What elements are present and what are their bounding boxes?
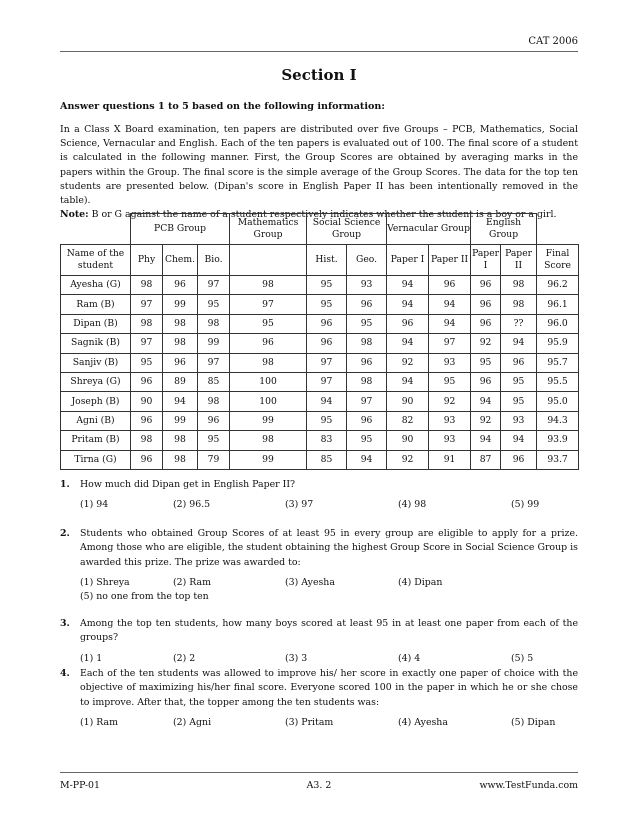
col-header (230, 245, 307, 276)
option: (2) Ram (173, 577, 212, 589)
option: (4) Dipan (398, 577, 443, 589)
student-name-cell: Ayesha (G) (61, 276, 131, 295)
intro-heading: Answer questions 1 to 5 based on the following information: (60, 101, 385, 112)
table-row (61, 334, 579, 353)
score-cell: 98 (230, 353, 307, 372)
score-cell: 96 (131, 450, 163, 469)
student-name-cell: Ram (B) (61, 295, 131, 314)
score-cell: 97 (230, 295, 307, 314)
score-cell: 94 (501, 334, 537, 353)
score-cell: 93.7 (537, 450, 579, 469)
score-cell: 97 (198, 276, 230, 295)
options (80, 576, 578, 590)
score-cell: 93 (429, 411, 471, 430)
score-cell: 93 (501, 411, 537, 430)
score-cell: 95 (307, 276, 347, 295)
question-1 (60, 478, 578, 512)
blank-corner-right (537, 214, 579, 245)
score-cell: 85 (198, 372, 230, 391)
blank-corner (61, 214, 131, 245)
group-vernacular: Vernacular Group (387, 214, 471, 245)
table-row (61, 411, 579, 430)
paragraph-text: In a Class X Board examination, ten papers are distributed over five Groups – PCB, Mathematics, Social Science, Vernacular and English. Each of the ten papers is evaluated out of 100. The final score of a student is calculated in the following manner. First, the Group Scores are obtained by averaging marks in the papers within the Group. The final score is the simple average of the Group Scores. The data for the top ten students are presented below. (Dipan's score in English Paper II has been intentionally removed in the table). (60, 124, 578, 207)
score-cell: 90 (387, 392, 429, 411)
table-row (61, 431, 579, 450)
score-cell: 96 (471, 314, 501, 333)
section-title: Section I (281, 66, 357, 84)
score-cell: 95.9 (537, 334, 579, 353)
option: (2) Agni (173, 717, 212, 729)
question-text: Among the top ten students, how many boys scored at least 95 in at least one paper from each of the groups? (80, 618, 578, 644)
score-cell: 96.1 (537, 295, 579, 314)
score-cell: 99 (230, 411, 307, 430)
option: (5) 5 (511, 652, 534, 664)
score-cell: 89 (163, 372, 198, 391)
col-header: Paper II (429, 245, 471, 276)
question-4 (60, 667, 578, 730)
score-cell: 93 (347, 276, 387, 295)
table-row (61, 314, 579, 333)
score-cell: 95.7 (537, 353, 579, 372)
score-cell: 96 (307, 314, 347, 333)
note-label: Note: (60, 209, 89, 221)
score-cell: 97 (307, 372, 347, 391)
score-cell: 96 (501, 353, 537, 372)
exam-header: CAT 2006 (528, 36, 578, 47)
col-header: Geo. (347, 245, 387, 276)
header-rule (60, 51, 578, 52)
score-cell: 98 (501, 295, 537, 314)
score-cell: 90 (387, 431, 429, 450)
score-cell: 97 (429, 334, 471, 353)
table-row (61, 353, 579, 372)
option: (1) Ram (80, 717, 119, 729)
score-cell: 99 (230, 450, 307, 469)
score-cell: 95 (307, 295, 347, 314)
score-cell: 98 (347, 334, 387, 353)
score-cell: 83 (307, 431, 347, 450)
score-cell: 97 (131, 334, 163, 353)
score-cell: 98 (131, 314, 163, 333)
score-cell: 96.2 (537, 276, 579, 295)
group-english: English Group (471, 214, 537, 245)
student-name-cell: Agni (B) (61, 411, 131, 430)
score-cell: 94 (387, 372, 429, 391)
score-cell: 96 (131, 372, 163, 391)
score-cell: 92 (387, 450, 429, 469)
instructions-paragraph (60, 123, 578, 222)
score-cell: 96 (163, 276, 198, 295)
option: (1) 94 (80, 499, 109, 511)
col-header: Paper I (387, 245, 429, 276)
score-cell: 99 (163, 295, 198, 314)
score-cell: 94 (387, 295, 429, 314)
student-name-cell: Tirna (G) (61, 450, 131, 469)
group-pcb: PCB Group (131, 214, 230, 245)
score-cell: 98 (163, 450, 198, 469)
student-name-cell: Dipan (B) (61, 314, 131, 333)
score-cell: 96 (163, 353, 198, 372)
footer-site: www.TestFunda.com (479, 780, 578, 791)
score-cell: 95.0 (537, 392, 579, 411)
question-number: 1. (60, 479, 70, 490)
score-cell: 92 (387, 353, 429, 372)
score-cell: 95 (471, 353, 501, 372)
score-cell: 79 (198, 450, 230, 469)
score-cell: 100 (230, 372, 307, 391)
score-cell: 95 (131, 353, 163, 372)
table-body (61, 276, 579, 470)
note-text: B or G against the name of a student respectively indicates whether the student is a boy or a girl. (88, 209, 557, 221)
student-name-cell: Shreya (G) (61, 372, 131, 391)
score-cell: 96 (471, 276, 501, 295)
score-cell: 85 (307, 450, 347, 469)
score-cell: 99 (163, 411, 198, 430)
score-cell: 92 (429, 392, 471, 411)
option: (5) 99 (511, 499, 540, 511)
score-cell: 96 (471, 295, 501, 314)
student-name-cell: Pritam (B) (61, 431, 131, 450)
table-row (61, 295, 579, 314)
question-number: 2. (60, 528, 70, 539)
score-cell: 98 (163, 431, 198, 450)
score-cell: 98 (501, 276, 537, 295)
score-cell: 96 (347, 295, 387, 314)
options (80, 716, 578, 730)
table-row (61, 276, 579, 295)
score-cell: 94.3 (537, 411, 579, 430)
option: (2) 96.5 (173, 499, 211, 511)
group-mathematics: Mathematics Group (230, 214, 307, 245)
options (80, 498, 578, 512)
score-cell: 100 (230, 392, 307, 411)
score-cell: 97 (347, 392, 387, 411)
score-cell: 96.0 (537, 314, 579, 333)
question-3 (60, 617, 578, 666)
option: (3) 97 (285, 499, 314, 511)
score-cell: 98 (230, 276, 307, 295)
col-header: Paper II (501, 245, 537, 276)
group-header-row (61, 214, 579, 245)
student-name-cell: Sanjiv (B) (61, 353, 131, 372)
score-cell: 98 (163, 334, 198, 353)
option: (3) Pritam (285, 717, 334, 729)
group-social-science: Social Science Group (307, 214, 387, 245)
student-name-cell: Sagnik (B) (61, 334, 131, 353)
option: (3) 3 (285, 652, 308, 664)
col-header: Phy (131, 245, 163, 276)
option: (1) 1 (80, 652, 103, 664)
option: (1) Shreya (80, 577, 130, 589)
option: (3) Ayesha (285, 577, 335, 589)
option: (4) Ayesha (398, 717, 448, 729)
score-cell: 93 (429, 353, 471, 372)
score-cell: 82 (387, 411, 429, 430)
score-cell: 95 (501, 372, 537, 391)
col-header: Bio. (198, 245, 230, 276)
score-cell: 96 (230, 334, 307, 353)
score-cell: 94 (307, 392, 347, 411)
score-cell: 98 (198, 314, 230, 333)
score-cell: 92 (471, 334, 501, 353)
score-cell: 92 (471, 411, 501, 430)
score-cell: 97 (307, 353, 347, 372)
option: (2) 2 (173, 652, 196, 664)
question-text: Each of the ten students was allowed to improve his/ her score in exactly one paper of choice with the objective of maximizing his/her final score. Everyone scored 100 in the paper in which he or she chose to improve. After that, the topper among the ten students was: (80, 668, 578, 708)
score-cell: 96 (429, 276, 471, 295)
score-cell: 95 (198, 295, 230, 314)
table-row (61, 392, 579, 411)
score-cell: 96 (131, 411, 163, 430)
score-cell: 93 (429, 431, 471, 450)
score-cell: 96 (347, 411, 387, 430)
score-cell: 94 (471, 431, 501, 450)
options (80, 652, 578, 666)
score-cell: 94 (387, 334, 429, 353)
score-cell: 95 (347, 314, 387, 333)
score-cell: 90 (131, 392, 163, 411)
question-number: 4. (60, 668, 70, 679)
score-cell: 94 (347, 450, 387, 469)
score-cell: 96 (501, 450, 537, 469)
question-2 (60, 527, 578, 605)
student-name-cell: Joseph (B) (61, 392, 131, 411)
score-cell: 94 (501, 431, 537, 450)
table-row (61, 450, 579, 469)
option: (4) 4 (398, 652, 421, 664)
scores-table (60, 213, 579, 470)
score-cell: 96 (198, 411, 230, 430)
score-cell: 96 (307, 334, 347, 353)
footer-page: A3. 2 (306, 780, 332, 791)
score-cell: 94 (387, 276, 429, 295)
score-cell: 95.5 (537, 372, 579, 391)
question-text: How much did Dipan get in English Paper II? (80, 479, 296, 490)
score-cell: ?? (501, 314, 537, 333)
score-cell: 94 (163, 392, 198, 411)
name-header: Name of the student (61, 245, 131, 276)
score-cell: 91 (429, 450, 471, 469)
score-cell: 97 (198, 353, 230, 372)
score-cell: 96 (387, 314, 429, 333)
option: (5) no one from the top ten (80, 591, 209, 603)
score-cell: 94 (429, 295, 471, 314)
question-number: 3. (60, 618, 70, 629)
question-text: Students who obtained Group Scores of at least 95 in every group are eligible to apply for a prize. Among those who are eligible, the student obtaining the highest Group Score in Social Science Group is awarded this prize. The prize was awarded to: (80, 528, 578, 568)
column-header-row (61, 245, 579, 276)
score-cell: 98 (131, 431, 163, 450)
score-cell: 99 (198, 334, 230, 353)
score-cell: 95 (429, 372, 471, 391)
col-header: Chem. (163, 245, 198, 276)
score-cell: 87 (471, 450, 501, 469)
option: (4) 98 (398, 499, 427, 511)
footer-rule (60, 772, 578, 773)
score-cell: 93.9 (537, 431, 579, 450)
col-header: Paper I (471, 245, 501, 276)
score-cell: 98 (163, 314, 198, 333)
score-cell: 98 (347, 372, 387, 391)
score-cell: 98 (198, 392, 230, 411)
score-cell: 98 (131, 276, 163, 295)
score-cell: 98 (230, 431, 307, 450)
score-cell: 96 (471, 372, 501, 391)
table-row (61, 372, 579, 391)
score-cell: 94 (429, 314, 471, 333)
score-cell: 95 (307, 411, 347, 430)
score-cell: 95 (347, 431, 387, 450)
footer-code: M-PP-01 (60, 780, 100, 791)
score-cell: 95 (501, 392, 537, 411)
score-cell: 95 (230, 314, 307, 333)
score-cell: 96 (347, 353, 387, 372)
score-cell: 94 (471, 392, 501, 411)
option: (5) Dipan (511, 717, 556, 729)
col-header: Final Score (537, 245, 579, 276)
score-cell: 95 (198, 431, 230, 450)
score-cell: 97 (131, 295, 163, 314)
col-header: Hist. (307, 245, 347, 276)
